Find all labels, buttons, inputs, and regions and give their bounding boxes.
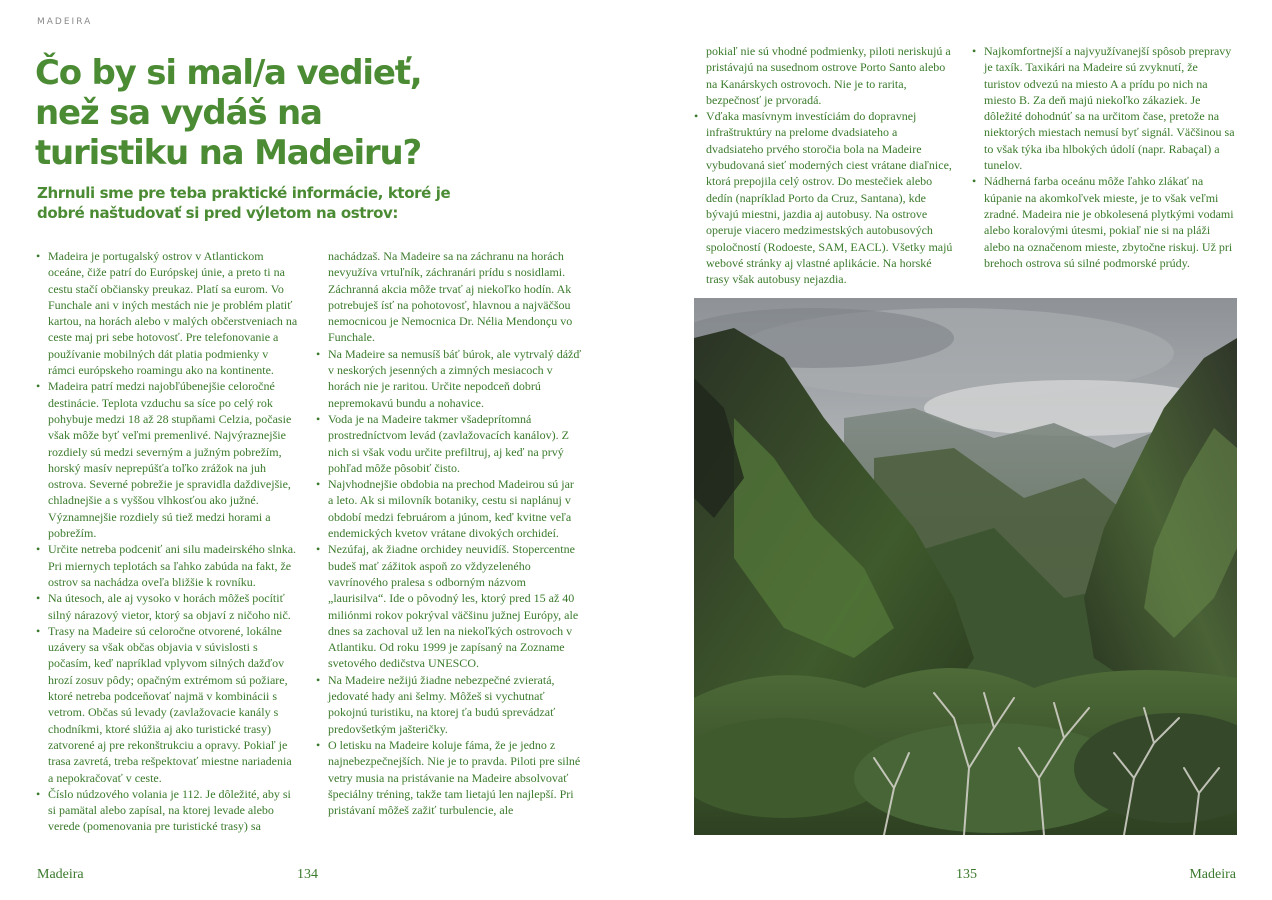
bullet-item: • O letisku na Madeire koluje fáma, že je jedno z najnebezpečnejších. Nie je to pravda. Piloti pre silné vetry musia na pristávanie na Madeire absolvovať špeciálny tréning, takže tam lietajú len najlepší. Pri pristávaní môžeš zažiť turbulencie, ale xyxy=(316,737,582,818)
text-column-4 xyxy=(972,43,1236,271)
footer-section-name: Madeira xyxy=(1189,867,1236,882)
bullet-item: • Vďaka masívnym investíciám do dopravnej infraštruktúry na prelome dvadsiateho a dvadsiateho prvého storočia bola na Madeire vybudovaná sieť moderných ciest vrátane diaľnice, ktorá prepojila celý ostrov. Do mestečiek alebo dedín (napríklad Porto da Cruz, Santana), kde bývajú miestni, jazdia aj autobusy. Na ostrove operuje viacero medzimestských autobusových spoločností (Rodoeste, SAM, EACL). Všetky majú webové stránky aj vlastné aplikácie. Na horské trasy však autobusy nejazdia. xyxy=(694,108,956,287)
bullet-item: • Madeira patrí medzi najobľúbenejšie celoročné destinácie. Teplota vzduchu sa síce po celý rok pohybuje medzi 18 až 28 stupňami Celzia, počasie však môže byť veľmi premenlivé. Najvýraznejšie rozdiely sú medzi severným a južným pobrežím, horský masív neprepúšťa toľko zrážok na juh ostrova. Severné pobrežie je spravidla daždivejšie, chladnejšie a s vyššou vlhkosťou ako južné. Významnejšie rozdiely sú tiež medzi horami a pobrežím. xyxy=(36,378,298,541)
bullet-item: • Na útesoch, ale aj vysoko v horách môžeš pocítiť silný nárazový vietor, ktorý sa objaví z ničoho nič. xyxy=(36,590,298,623)
mountain-valley-photo xyxy=(694,298,1237,835)
bullet-item: • Určite netreba podceniť ani silu madeirského slnka. Pri miernych teplotách sa ľahko zabúda na fakt, že ostrov sa nachádza oveľa bližšie k rovníku. xyxy=(36,541,298,590)
article-subhead: Zhrnuli sme pre teba praktické informácie, ktoré je dobré naštudovať si pred výletom na ostrov: xyxy=(37,184,451,222)
bullet-item: • Na Madeire sa nemusíš báť búrok, ale vytrvalý dážď v neskorých jesenných a zimných mesiacoch v horách nie je raritou. Určite nepodceň dobrú nepremokavú bundu a nohavice. xyxy=(316,346,582,411)
footer-section-name: Madeira xyxy=(37,867,84,882)
page-number: 135 xyxy=(956,867,977,882)
bullet-continuation: nachádzaš. Na Madeire sa na záchranu na horách nevyužíva vrtuľník, záchranári prídu s nosidlami. Záchranná akcia môže trvať aj niekoľko hodín. Ak potrebuješ ísť na pohotovosť, hlavnou a najväčšou nemocnicou je Nemocnica Dr. Nélia Mendonçu vo Funchale. xyxy=(328,249,573,345)
section-tag: MADEIRA xyxy=(37,17,93,27)
text-column-3 xyxy=(694,43,956,287)
page-number: 134 xyxy=(297,867,318,882)
bullet-item: • Nádherná farba oceánu môže ľahko zlákať na kúpanie na akomkoľvek mieste, je to však veľmi zradné. Madeira nie je obkolesená plytkými vodami alebo koralovými útesmi, pokiaľ nie si na pláži alebo na označenom mieste, zbytočne riskuj. Už pri brehoch ostrova sú silné podmorské prúdy. xyxy=(972,173,1236,271)
text-column-1 xyxy=(36,248,298,835)
right-page xyxy=(636,0,1272,900)
bullet-continuation: pokiaľ nie sú vhodné podmienky, piloti neriskujú a pristávajú na susednom ostrove Porto Santo alebo na Kanárskych ostrovoch. Nie je to rarita, bezpečnosť je prvoradá. xyxy=(706,44,951,107)
bullet-item: • Voda je na Madeire takmer všadeprítomná prostredníctvom levád (zavlažovacích kanálov). Z nich si však vodu určite prefiltruj, aj keď na prvý pohľad môže pôsobiť čisto. xyxy=(316,411,582,476)
bullet-item: • Madeira je portugalský ostrov v Atlantickom oceáne, čiže patrí do Európskej únie, a preto ti na cestu stačí občiansky preukaz. Platí sa eurom. Vo Funchale ani v iných mestách nie je problém platiť kartou, na horách alebo v malých občerstveniach na ceste maj pri sebe hotovosť. Pre telefonovanie a používanie mobilných dát platia podmienky v rámci európskeho roamingu ako na kontinente. xyxy=(36,248,298,378)
article-headline: Čo by si mal/a vedieť, než sa vydáš na turistiku na Madeiru? xyxy=(35,53,422,173)
bullet-item: • Najvhodnejšie obdobia na prechod Madeirou sú jar a leto. Ak si milovník botaniky, cestu si naplánuj v období medzi februárom a júnom, keď kvitne veľa endemických kvetov vrátane divokých orchideí. xyxy=(316,476,582,541)
text-column-2 xyxy=(316,248,582,818)
bullet-item: • Číslo núdzového volania je 112. Je dôležité, aby si si pamätal alebo zapísal, na ktorej levade alebo verede (pomenovania pre turistické trasy) sa xyxy=(36,786,298,835)
bullet-item: • Na Madeire nežijú žiadne nebezpečné zvieratá, jedovaté hady ani šelmy. Môžeš si vychutnať pokojnú turistiku, na ktorej ťa budú sprevádzať predovšetkým jašteričky. xyxy=(316,672,582,737)
bullet-item: • Najkomfortnejší a najvyužívanejší spôsob prepravy je taxík. Taxikári na Madeire sú zvyknutí, že turistov odvezú na miesto A a prídu po nich na miesto B. Za deň majú niekoľko zákaziek. Je dôležité dohodnúť sa na určitom čase, pretože na niektorých miestach nemusí byť signál. Väčšinou sa to však týka iba hlbokých údolí (napr. Rabaçal) a tunelov. xyxy=(972,43,1236,173)
bullet-item: • Nezúfaj, ak žiadne orchidey neuvidíš. Stopercentne budeš mať zážitok aspoň zo vždyzeleného vavrínového pralesa s odborným názvom „laurisilva“. Ide o pôvodný les, ktorý pred 15 až 40 miliónmi rokov pokrýval väčšinu južnej Európy, ale dnes sa zachoval už len na niekoľkých ostrovoch v Atlantiku. Od roku 1999 je zapísaný na Zozname svetového dedičstva UNESCO. xyxy=(316,541,582,671)
bullet-item: • Trasy na Madeire sú celoročne otvorené, lokálne uzávery sa však občas objavia v súvislosti s počasím, keď napríklad vplyvom silných dažďov hrozí zosuv pôdy; opačným extrémom sú požiare, ktoré netreba podceňovať najmä v kombinácii s vetrom. Občas sú levady (zavlažovacie kanály s chodníkmi, ktoré slúžia aj ako turistické trasy) zatvorené aj pre rekonštrukciu a opravy. Pokiaľ je trasa zavretá, treba rešpektovať miestne nariadenia a nepokračovať v ceste. xyxy=(36,623,298,786)
